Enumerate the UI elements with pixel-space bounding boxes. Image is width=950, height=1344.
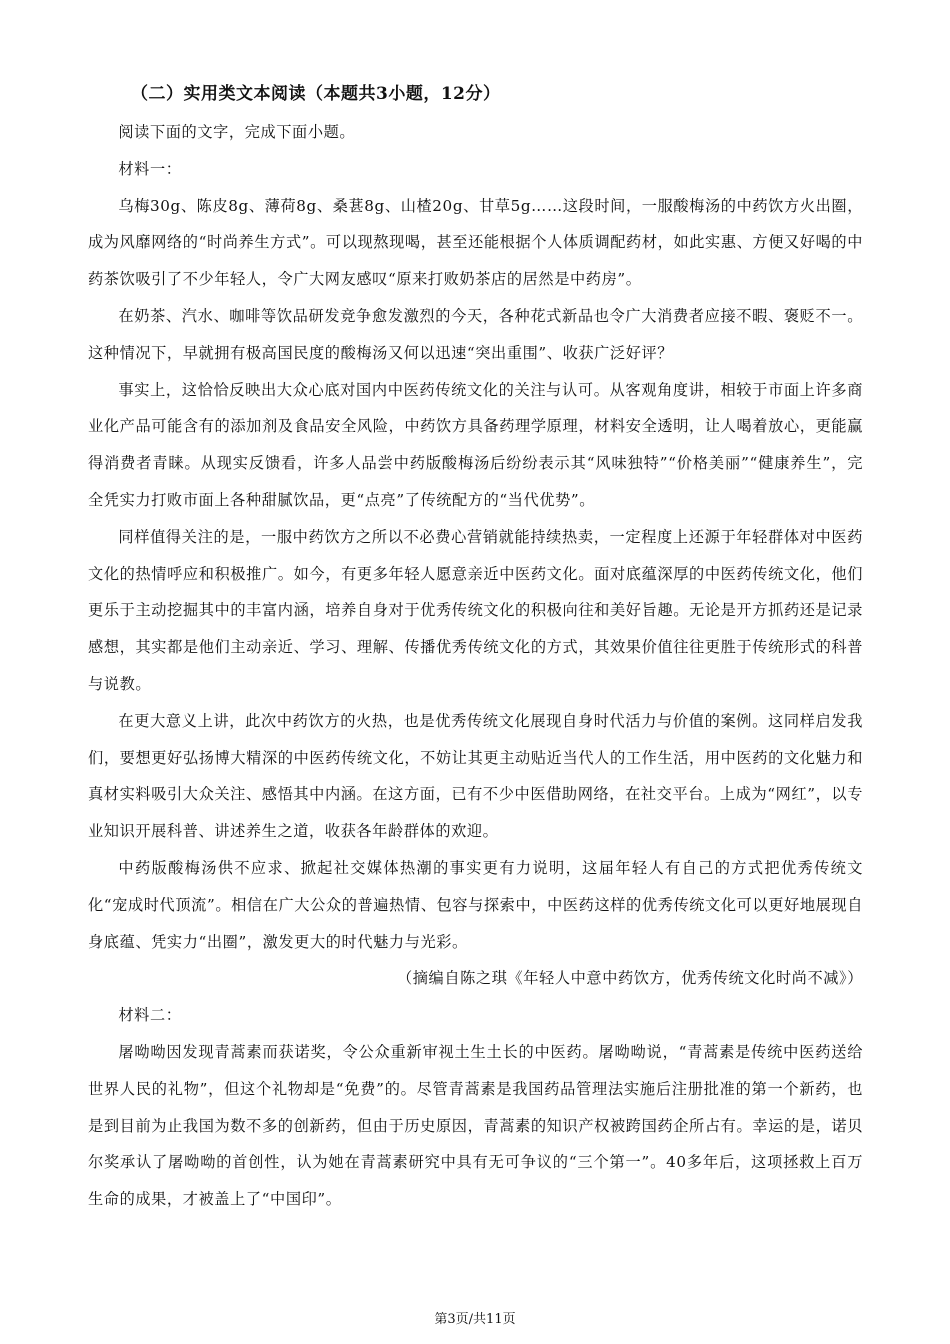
body-text [88,114,863,1218]
material1-paragraph: 事实上，这恰恰反映出大众心底对国内中医药传统文化的关注与认可。从客观角度讲，相较于市面上许多商业化产品可能含有的添加剂及食品安全风险，中药饮方具备药理学原理，材料安全透明，让人喝着放心，更能赢得消费者青睐。从现实反馈看，许多人品尝中药版酸梅汤后纷纷表示其“风味独特”“价格美丽”“健康养生”，完全凭实力打败市面上各种甜腻饮品，更“点亮”了传统配方的“当代优势”。 [88,380,863,509]
material1-paragraph: 在更大意义上讲，此次中药饮方的火热，也是优秀传统文化展现自身时代活力与价值的案例。这同样启发我们，要想更好弘扬博大精深的中医药传统文化，不妨让其更主动贴近当代人的工作生活，用中医药的文化魅力和真材实料吸引大众关注、感悟其中内涵。在这方面，已有不少中医借助网络，在社交平台。上成为“网红”，以专业知识开展科普、讲述养生之道，收获各年龄群体的欢迎。 [88,711,863,841]
material2-paragraph: 屠呦呦因发现青蒿素而获诺奖，令公众重新审视土生土长的中医药。屠呦呦说，“青蒿素是传统中医药送给世界人民的礼物”，但这个礼物却是“免费”的。尽管青蒿素是我国药品管理法实施后注册批准的第一个新药，也是到目前为止我国为数不多的创新药，但由于历史原因，青蒿素的知识产权被跨国药企所占有。幸运的是，诺贝尔奖承认了屠呦呦的首创性，认为她在青蒿素研究中具有无可争议的“三个第一”。40多年后，这项拯救上百万生命的成果，才被盖上了“中国印”。 [88,1042,863,1209]
material1-paragraph: 同样值得关注的是，一服中药饮方之所以不必费心营销就能持续热卖，一定程度上还源于年轻群体对中医药文化的热情呼应和积极推广。如今，有更多年轻人愿意亲近中医药文化。面对底蕴深厚的中医药传统文化，他们更乐于主动挖掘其中的丰富内涵，培养自身对于优秀传统文化的积极向往和美好旨趣。无论是开方抓药还是记录感想，其实都是他们主动亲近、学习、理解、传播优秀传统文化的方式，其效果价值往往更胜于传统形式的科普与说教。 [88,527,863,693]
material1-paragraph: 在奶茶、汽水、咖啡等饮品研发竞争愈发激烈的今天，各种花式新品也令广大消费者应接不暇、褒贬不一。这种情况下，早就拥有极高国民度的酸梅汤又何以迅速“突出重围”、收获广泛好评？ [88,306,863,362]
material1-citation: （摘编自陈之琪《年轻人中意中药饮方，优秀传统文化时尚不减》） [396,969,863,988]
instruction: 阅读下面的文字，完成下面小题。 [118,123,356,141]
material1-label: 材料一： [118,159,182,178]
material2-label: 材料二： [118,1006,182,1025]
material1-paragraph: 中药版酸梅汤供不应求、掀起社交媒体热潮的事实更有力说明，这届年轻人有自己的方式把优秀传统文化“宠成时代顶流”。相信在广大公众的普遍热情、包容与探索中，中医药这样的优秀传统文化可以更好地展现自身底蕴、凭实力“出圈”，激发更大的时代魅力与光彩。 [88,858,863,951]
section-title: （二）实用类文本阅读（本题共3小题，12分） [131,84,501,104]
material1-paragraph: 乌梅30g、陈皮8g、薄荷8g、桑葚8g、山楂20g、甘草5g……这段时间，一服酸梅汤的中药饮方火出圈，成为风靡网络的“时尚养生方式”。可以现熬现喝，甚至还能根据个人体质调配药材，如此实惠、方便又好喝的中药茶饮吸引了不少年轻人，令广大网友感叹“原来打败奶茶店的居然是中药房”。 [88,196,863,289]
page-number: 第3页/共11页 [434,1312,516,1327]
